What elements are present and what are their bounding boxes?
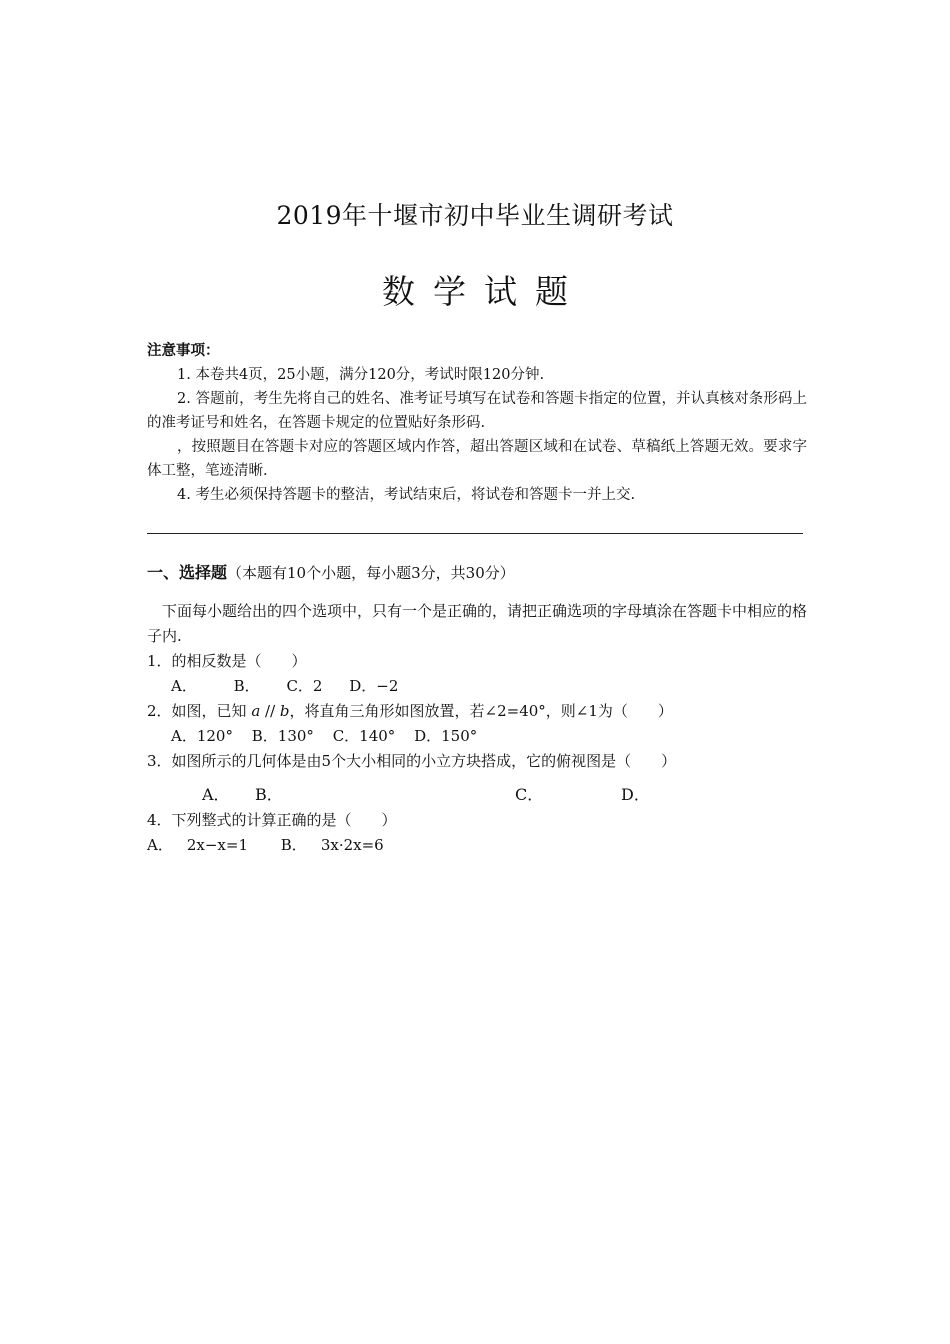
q1-option-c: C．2 xyxy=(286,677,323,695)
q3-option-a: A． xyxy=(202,785,230,804)
q2-option-d: D．150° xyxy=(414,727,478,745)
question-3: 3．如图所示的几何体是由5个大小相同的小立方块搭成，它的俯视图是（ ） xyxy=(147,752,677,770)
exam-subtitle: 数学试题 xyxy=(382,272,586,311)
q2-option-c: C．140° xyxy=(332,727,396,745)
question-2: 2．如图，已知 a // b，将直角三角形如图放置，若∠2=40°，则∠1为（ ） xyxy=(147,702,673,720)
q1-option-a: A． xyxy=(171,677,197,695)
section-note: （本题有10个小题，每小题3分，共30分） xyxy=(227,564,515,582)
question-1-options xyxy=(147,674,807,699)
section-intro: 下面每小题给出的四个选项中，只有一个是正确的，请把正确选项的字母填涂在答题卡中相应的格子内. xyxy=(147,602,808,645)
notice-item-2: 2. 答题前，考生先将自己的姓名、准考证号填写在试卷和答题卡指定的位置，并认真核对条形码上的准考证号和姓名，在答题卡规定的位置贴好条形码. xyxy=(147,391,807,431)
var-b: b xyxy=(279,702,290,720)
question-4-options xyxy=(147,833,807,858)
separator-line xyxy=(147,533,803,534)
q3-option-d: D． xyxy=(621,785,650,804)
q3-option-b: B． xyxy=(255,785,283,804)
notice-item-4: 4. 考生必须保持答题卡的整洁，考试结束后，将试卷和答题卡一并上交. xyxy=(177,487,636,503)
var-a: a xyxy=(251,702,261,720)
section-choice xyxy=(147,560,807,858)
exam-title: 2019年十堰市初中毕业生调研考试 xyxy=(276,201,674,230)
q2-option-a: A．120° xyxy=(171,727,233,745)
question-4: 4．下列整式的计算正确的是（ ） xyxy=(147,811,397,829)
notice-item-1: 1. 本卷共4页，25小题，满分120分，考试时限120分钟. xyxy=(177,367,545,383)
question-3-options xyxy=(147,774,807,808)
q4-option-a: A． 2x−x=1 xyxy=(147,836,248,854)
q1-option-d: D．−2 xyxy=(349,677,399,695)
notice-heading: 注意事项： xyxy=(147,343,220,359)
q3-option-c: C． xyxy=(515,785,544,804)
q4-option-b: B． 3x·2x=6 xyxy=(280,836,384,854)
section-heading xyxy=(147,560,807,586)
question-2-options xyxy=(147,724,807,749)
notice-item-3: ，按照题目在答题卡对应的答题区域内作答，超出答题区域和在试卷、草稿纸上答题无效。要求字体工整，笔迹清晰. xyxy=(147,439,807,479)
q2-option-b: B．130° xyxy=(251,727,314,745)
q1-option-b: B． xyxy=(233,677,260,695)
section-title: 一、选择题 xyxy=(147,563,228,582)
notice-block xyxy=(147,339,807,507)
question-1: 1．的相反数是（ ） xyxy=(147,652,307,670)
